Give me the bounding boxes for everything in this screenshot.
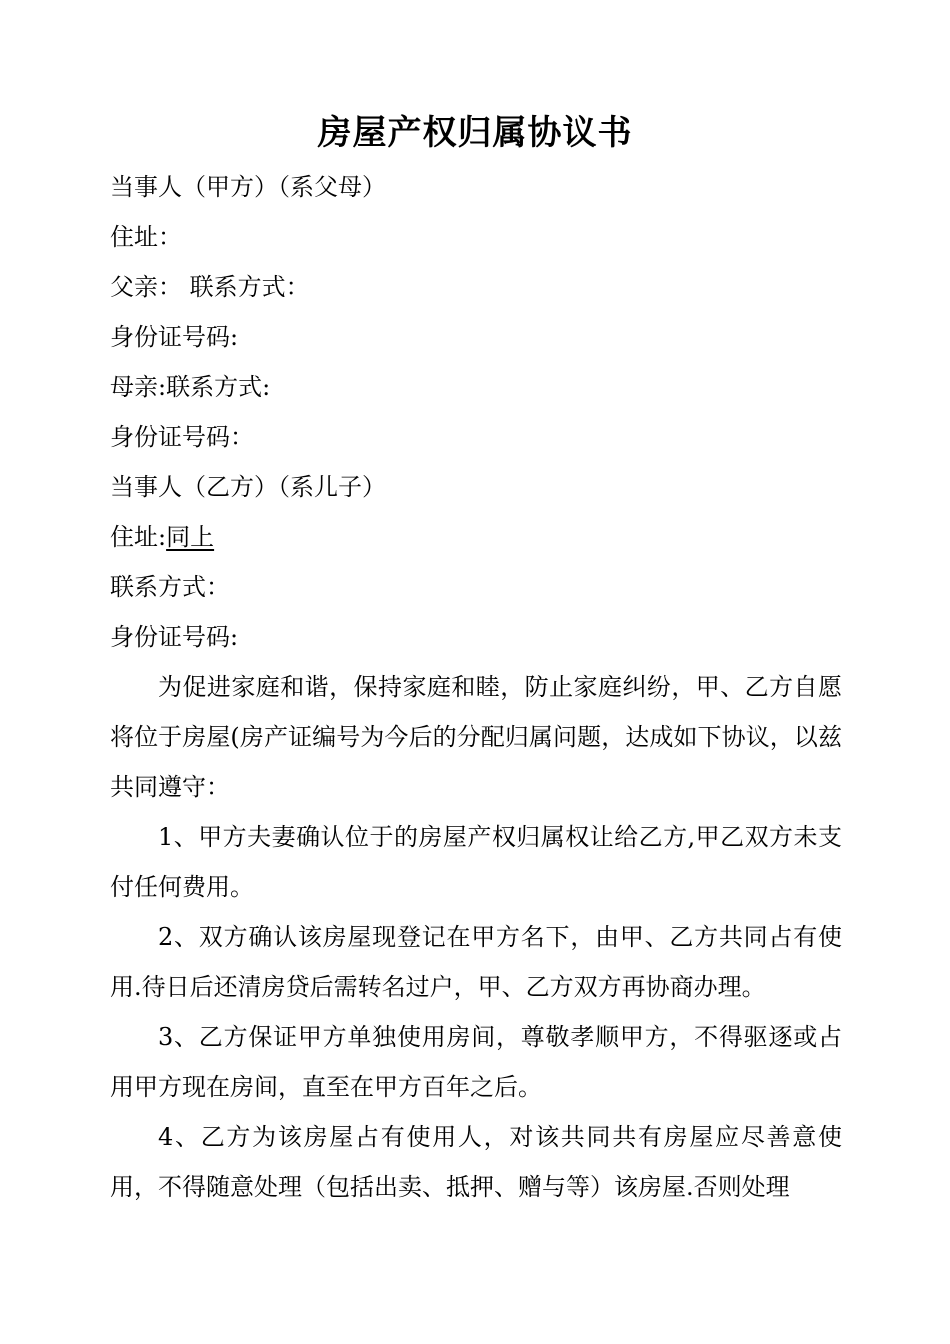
mother-contact-line: 母亲:联系方式:	[110, 373, 271, 401]
document-title: 房屋产权归属协议书	[317, 113, 633, 153]
document-body	[110, 162, 842, 1212]
party-b-contact-line: 联系方式：	[110, 573, 230, 601]
party-b-id-line: 身份证号码:	[110, 623, 239, 651]
party-b-address	[110, 512, 842, 562]
intro-paragraph: 为促进家庭和谐，保持家庭和睦，防止家庭纠纷，甲、乙方自愿将位于房屋(房产证编号为今后的分配归属问题，达成如下协议，以兹共同遵守：	[110, 673, 842, 801]
father-id-line: 身份证号码:	[110, 323, 239, 351]
clause-3: 3、乙方保证甲方单独使用房间，尊敬孝顺甲方，不得驱逐或占用甲方现在房间，直至在甲方百年之后。	[110, 1023, 842, 1101]
party-b-address-label: 住址:	[110, 523, 167, 551]
party-b-address-value: 同上	[166, 523, 215, 551]
mother-id-line: 身份证号码：	[110, 423, 254, 451]
father-contact-line: 父亲： 联系方式：	[110, 273, 310, 301]
party-a-heading: 当事人（甲方）（系父母）	[110, 173, 386, 201]
party-a-address: 住址：	[110, 223, 182, 251]
clause-1: 1、甲方夫妻确认位于的房屋产权归属权让给乙方,甲乙双方未支付任何费用。	[110, 823, 842, 901]
clause-4: 4、乙方为该房屋占有使用人，对该共同共有房屋应尽善意使用，不得随意处理（包括出卖、抵押、赠与等）该房屋.否则处理	[110, 1123, 842, 1201]
clause-2: 2、双方确认该房屋现登记在甲方名下，由甲、乙方共同占有使用.待日后还清房贷后需转名过户，甲、乙方双方再协商办理。	[110, 923, 842, 1001]
party-b-heading: 当事人（乙方）（系儿子）	[110, 473, 386, 501]
